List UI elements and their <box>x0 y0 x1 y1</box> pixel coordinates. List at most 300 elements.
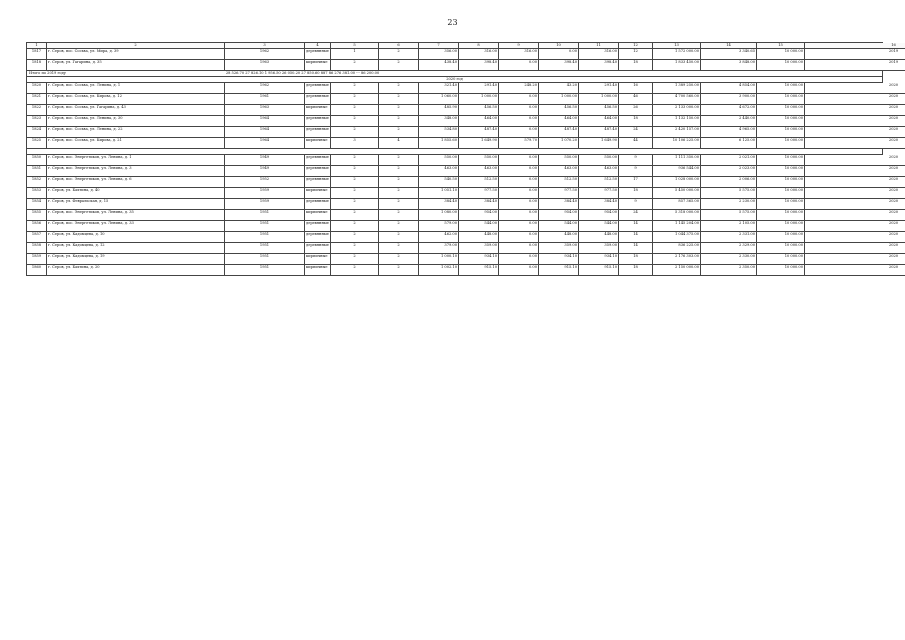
private-area-cell: 0.00 <box>499 127 539 138</box>
cost-per-sqm-cell: 2 330.00 <box>701 254 757 265</box>
municipal-area-cell: 512.50 <box>539 177 579 188</box>
total-area-cell: 485.90 <box>419 105 459 116</box>
wall-material-cell: кирпичные <box>305 188 331 199</box>
max-cost-per-sqm-cell: 10 000.00 <box>757 166 805 177</box>
private-area-cell: 0.00 <box>499 199 539 210</box>
wall-material-cell: деревянные <box>305 243 331 254</box>
repair-cost-cell: 2 133 000.00 <box>653 105 701 116</box>
cost-per-sqm-cell: 6 125.00 <box>701 138 757 149</box>
column-number-cell: 10 <box>539 43 579 49</box>
entrances-cell: 4 <box>379 138 419 149</box>
repair-year-cell: 2020 <box>805 94 905 105</box>
repair-year-cell: 2020 <box>805 127 905 138</box>
residents-area-cell: 398.40 <box>579 60 619 71</box>
residents-count-cell: 17 <box>619 177 653 188</box>
repair-year-cell: 2020 <box>805 138 905 149</box>
cost-per-sqm-cell: 2 350.00 <box>701 265 757 276</box>
address-cell: г. Серов, ул. Бахтина, д. 40 <box>47 188 225 199</box>
construction-year-cell: 1949 <box>225 155 305 166</box>
repair-year-cell: 2020 <box>805 210 905 221</box>
max-cost-per-sqm-cell: 10 000.00 <box>757 83 805 94</box>
address-cell: г. Серов, ул. Кадомцева, д. 12 <box>47 243 225 254</box>
repair-cost-cell: 1 145 204.00 <box>653 221 701 232</box>
municipal-area-cell: 359.00 <box>539 243 579 254</box>
residents-count-cell: 14 <box>619 243 653 254</box>
floors-cell: 2 <box>331 243 379 254</box>
wall-material-cell: кирпичные <box>305 254 331 265</box>
residents-area-cell: 915.10 <box>579 265 619 276</box>
address-cell: г. Серов, пос. Сосьва, ул. Ленина, д. 1 <box>47 83 225 94</box>
address-cell: г. Серов, пос. Сосьва, ул. Ленина, д. 30 <box>47 116 225 127</box>
repair-cost-cell: 1 028 000.00 <box>653 177 701 188</box>
private-area-cell: 0.00 <box>499 265 539 276</box>
column-number-cell: 2 <box>47 43 225 49</box>
repair-year-cell: 2020 <box>805 188 905 199</box>
wall-material-cell: кирпичные <box>305 60 331 71</box>
total-area-cell: 438.40 <box>419 60 459 71</box>
residents-area-cell: 1 000.00 <box>579 94 619 105</box>
municipal-area-cell: 544.00 <box>539 221 579 232</box>
column-number-cell: 12 <box>619 43 653 49</box>
municipal-area-cell: 0.00 <box>539 49 579 60</box>
span-row-label: 2020 год <box>446 77 463 82</box>
residents-count-cell: 24 <box>619 127 653 138</box>
residents-area-cell: 977.50 <box>579 188 619 199</box>
address-cell: г. Серов, пос. Энергетиков, ул. Ленина, д. 6 <box>47 177 225 188</box>
residents-count-cell: 18 <box>619 188 653 199</box>
entrances-cell: 2 <box>379 199 419 210</box>
row-number-cell: 1859 <box>27 254 47 265</box>
residents-count-cell: 12 <box>619 49 653 60</box>
entrances-cell: 2 <box>379 177 419 188</box>
private-area-cell: 0.00 <box>499 60 539 71</box>
column-number-cell: 16 <box>805 43 905 49</box>
wall-material-cell: деревянные <box>305 94 331 105</box>
repair-cost-cell: 10 106 225.00 <box>653 138 701 149</box>
repair-cost-cell: 2 150 000.00 <box>653 265 701 276</box>
cost-per-sqm-cell: 2 105.00 <box>701 221 757 232</box>
repair-cost-cell: 2 176 303.00 <box>653 254 701 265</box>
total-area-cell: 1 855.60 <box>419 138 459 149</box>
floors-cell: 2 <box>331 155 379 166</box>
max-cost-per-sqm-cell: 10 000.00 <box>757 210 805 221</box>
max-cost-per-sqm-cell: 10 000.00 <box>757 60 805 71</box>
total-area-cell: 579.00 <box>419 221 459 232</box>
municipal-area-cell: 915.10 <box>539 265 579 276</box>
max-cost-per-sqm-cell: 10 000.00 <box>757 94 805 105</box>
repair-year-cell: 2020 <box>805 177 905 188</box>
column-number-cell: 9 <box>499 43 539 49</box>
residents-count-cell: 18 <box>619 265 653 276</box>
cost-per-sqm-cell: 2 331.00 <box>701 232 757 243</box>
wall-material-cell: деревянные <box>305 127 331 138</box>
repair-cost-cell: 5 318 000.00 <box>653 210 701 221</box>
municipal-area-cell: 487.40 <box>539 127 579 138</box>
floors-cell: 2 <box>331 232 379 243</box>
repair-cost-cell: 1 044 375.00 <box>653 232 701 243</box>
construction-year-cell: 1959 <box>225 199 305 210</box>
residents-area-cell: 544.00 <box>579 221 619 232</box>
construction-year-cell: 1959 <box>225 188 305 199</box>
floors-cell: 2 <box>331 60 379 71</box>
table-row <box>27 199 899 210</box>
entrances-cell: 2 <box>379 210 419 221</box>
total-area-cell: 348.00 <box>419 116 459 127</box>
floors-cell: 3 <box>331 138 379 149</box>
municipal-area-cell: 954.00 <box>539 210 579 221</box>
living-area-cell: 934.10 <box>459 254 499 265</box>
construction-year-cell: 1961 <box>225 94 305 105</box>
repair-year-cell: 2020 <box>805 265 905 276</box>
table-row <box>27 188 899 199</box>
residents-count-cell: 9 <box>619 166 653 177</box>
column-number-cell: 6 <box>379 43 419 49</box>
entrances-cell: 2 <box>379 83 419 94</box>
table-row <box>27 94 899 105</box>
row-number-cell: 1853 <box>27 188 47 199</box>
construction-year-cell: 1951 <box>225 265 305 276</box>
span-row-label: Итого по 2019 году <box>29 71 66 76</box>
wall-material-cell: кирпичные <box>305 105 331 116</box>
residents-count-cell: 18 <box>619 60 653 71</box>
max-cost-per-sqm-cell: 10 000.00 <box>757 232 805 243</box>
table-row <box>27 210 899 221</box>
cost-per-sqm-cell: 4 965.00 <box>701 127 757 138</box>
floors-cell: 2 <box>331 199 379 210</box>
wall-material-cell: деревянные <box>305 177 331 188</box>
cost-per-sqm-cell: 5 575.00 <box>701 188 757 199</box>
table-row <box>27 105 899 116</box>
span-row-values: 28 526.70 27 826.10 1 956.50 26 050.20 27 850.60 887 86 276 381.00 --- 86 200.00 <box>225 71 380 76</box>
repair-cost-cell: 936 544.00 <box>653 166 701 177</box>
private-area-cell: 0.00 <box>499 177 539 188</box>
table-row <box>27 155 899 166</box>
residents-area-cell: 487.40 <box>579 127 619 138</box>
municipal-area-cell: 463.00 <box>539 166 579 177</box>
residents-area-cell: 448.00 <box>579 232 619 243</box>
private-area-cell: 248.20 <box>499 83 539 94</box>
wall-material-cell: деревянные <box>305 83 331 94</box>
construction-year-cell: 1951 <box>225 210 305 221</box>
total-area-cell: 321.40 <box>419 83 459 94</box>
repair-cost-cell: 4 700 560.00 <box>653 94 701 105</box>
residents-area-cell: 463.00 <box>579 166 619 177</box>
entrances-cell: 2 <box>379 188 419 199</box>
residents-count-cell: 14 <box>619 232 653 243</box>
wall-material-cell: деревянные <box>305 116 331 127</box>
floors-cell: 2 <box>331 166 379 177</box>
municipal-area-cell: 934.10 <box>539 254 579 265</box>
total-area-cell: 540.50 <box>419 177 459 188</box>
wall-material-cell: деревянные <box>305 221 331 232</box>
housing-table <box>26 42 899 276</box>
row-number-cell: 1825 <box>27 138 47 149</box>
table-row <box>27 116 899 127</box>
column-number-cell: 1 <box>27 43 47 49</box>
address-cell: г. Серов, пос. Сосьва, ул. Гагарина, д. 43 <box>47 105 225 116</box>
entrances-cell: 2 <box>379 166 419 177</box>
column-number-cell: 8 <box>459 43 499 49</box>
address-cell: г. Серов, пос. Сосьва, ул. Ленина, д. 22 <box>47 127 225 138</box>
table-row <box>27 60 899 71</box>
row-number-cell: 1822 <box>27 105 47 116</box>
row-number-cell: 1854 <box>27 199 47 210</box>
repair-cost-cell: 1 111 350.00 <box>653 155 701 166</box>
private-area-cell: 316.00 <box>499 49 539 60</box>
max-cost-per-sqm-cell: 10 000.00 <box>757 105 805 116</box>
entrances-cell: 2 <box>379 265 419 276</box>
construction-year-cell: 1963 <box>225 60 305 71</box>
municipal-area-cell: 43.20 <box>539 83 579 94</box>
private-area-cell: 0.00 <box>499 221 539 232</box>
living-area-cell: 456.50 <box>459 105 499 116</box>
cost-per-sqm-cell: 5 575.00 <box>701 210 757 221</box>
residents-area-cell: 456.50 <box>579 105 619 116</box>
cost-per-sqm-cell: 2 329.00 <box>701 243 757 254</box>
repair-year-cell: 2020 <box>805 155 905 166</box>
floors-cell: 2 <box>331 94 379 105</box>
living-area-cell: 384.40 <box>459 199 499 210</box>
repair-year-cell: 2020 <box>805 105 905 116</box>
municipal-area-cell: 550.00 <box>539 155 579 166</box>
repair-year-cell: 2020 <box>805 243 905 254</box>
construction-year-cell: 1962 <box>225 49 305 60</box>
floors-cell: 2 <box>331 265 379 276</box>
total-area-cell: 356.00 <box>419 49 459 60</box>
wall-material-cell: кирпичные <box>305 265 331 276</box>
construction-year-cell: 1951 <box>225 254 305 265</box>
residents-area-cell: 316.00 <box>579 49 619 60</box>
residents-area-cell: 384.40 <box>579 199 619 210</box>
municipal-area-cell: 398.40 <box>539 60 579 71</box>
entrances-cell: 2 <box>379 116 419 127</box>
cost-per-sqm-cell: 4 672.00 <box>701 105 757 116</box>
living-area-cell: 464.00 <box>459 116 499 127</box>
table-row <box>27 127 899 138</box>
address-cell: г. Серов, ул. Февральская, д. 15 <box>47 199 225 210</box>
private-area-cell: 0.00 <box>499 105 539 116</box>
wall-material-cell: кирпичные <box>305 138 331 149</box>
table-row <box>27 177 899 188</box>
total-area-cell: 379.00 <box>419 243 459 254</box>
table-row <box>27 83 899 94</box>
address-cell: г. Серов, пос. Энергетиков, ул. Ленина, д. 1 <box>47 155 225 166</box>
max-cost-per-sqm-cell: 10 000.00 <box>757 221 805 232</box>
max-cost-per-sqm-cell: 10 000.00 <box>757 265 805 276</box>
construction-year-cell: 1964 <box>225 127 305 138</box>
living-area-cell: 291.40 <box>459 83 499 94</box>
row-number-cell: 1818 <box>27 60 47 71</box>
address-cell: г. Серов, пос. Сосьва, ул. Кирова, д. 21 <box>47 138 225 149</box>
max-cost-per-sqm-cell: 10 000.00 <box>757 116 805 127</box>
row-number-cell: 1851 <box>27 166 47 177</box>
entrances-cell: 2 <box>379 60 419 71</box>
living-area-cell: 359.00 <box>459 243 499 254</box>
repair-cost-cell: 1 389 250.00 <box>653 83 701 94</box>
residents-area-cell: 1 649.90 <box>579 138 619 149</box>
living-area-cell: 915.10 <box>459 265 499 276</box>
total-area-cell: 1 002.10 <box>419 265 459 276</box>
table-row <box>27 138 899 149</box>
max-cost-per-sqm-cell: 10 000.00 <box>757 127 805 138</box>
construction-year-cell: 1951 <box>225 243 305 254</box>
repair-cost-cell: 2 420 157.00 <box>653 127 701 138</box>
address-cell: г. Серов, пос. Энергетиков, ул. Ленина, д. 3 <box>47 166 225 177</box>
table-row <box>27 243 899 254</box>
column-number-cell: 3 <box>225 43 305 49</box>
municipal-area-cell: 977.50 <box>539 188 579 199</box>
column-number-cell: 14 <box>701 43 757 49</box>
repair-cost-cell: 1 572 000.00 <box>653 49 701 60</box>
residents-count-cell: 46 <box>619 94 653 105</box>
total-area-cell: 1 000.10 <box>419 254 459 265</box>
column-number-cell: 7 <box>419 43 459 49</box>
repair-year-cell: 2020 <box>805 254 905 265</box>
address-cell: г. Серов, пос. Энергетиков, ул. Ленина, д. 35 <box>47 210 225 221</box>
repair-year-cell: 2020 <box>805 83 905 94</box>
municipal-area-cell: 1 000.00 <box>539 94 579 105</box>
floors-cell: 1 <box>331 49 379 60</box>
repair-cost-cell: 1 132 150.00 <box>653 116 701 127</box>
row-number-cell: 1820 <box>27 83 47 94</box>
private-area-cell: 579.70 <box>499 138 539 149</box>
private-area-cell: 0.00 <box>499 166 539 177</box>
living-area-cell: 512.50 <box>459 177 499 188</box>
table-row <box>27 166 899 177</box>
residents-area-cell: 934.10 <box>579 254 619 265</box>
max-cost-per-sqm-cell: 10 000.00 <box>757 199 805 210</box>
floors-cell: 2 <box>331 221 379 232</box>
row-number-cell: 1856 <box>27 221 47 232</box>
max-cost-per-sqm-cell: 10 000.00 <box>757 254 805 265</box>
column-number-cell: 13 <box>653 43 701 49</box>
entrances-cell: 2 <box>379 94 419 105</box>
living-area-cell: 316.00 <box>459 49 499 60</box>
municipal-area-cell: 456.50 <box>539 105 579 116</box>
row-number-cell: 1823 <box>27 116 47 127</box>
repair-year-cell: 2019 <box>805 49 905 60</box>
total-area-cell: 463.00 <box>419 166 459 177</box>
table-row <box>27 254 899 265</box>
residents-count-cell: 16 <box>619 83 653 94</box>
living-area-cell: 463.00 <box>459 166 499 177</box>
floors-cell: 2 <box>331 116 379 127</box>
cost-per-sqm-cell: 3 848.00 <box>701 60 757 71</box>
repair-year-cell: 2020 <box>805 221 905 232</box>
residents-count-cell: 24 <box>619 210 653 221</box>
cost-per-sqm-cell: 2 023.00 <box>701 166 757 177</box>
entrances-cell: 2 <box>379 105 419 116</box>
row-number-cell: 1858 <box>27 243 47 254</box>
construction-year-cell: 1962 <box>225 83 305 94</box>
private-area-cell: 0.00 <box>499 254 539 265</box>
living-area-cell: 487.40 <box>459 127 499 138</box>
cost-per-sqm-cell: 4 854.00 <box>701 83 757 94</box>
max-cost-per-sqm-cell: 10 000.00 <box>757 49 805 60</box>
floors-cell: 2 <box>331 127 379 138</box>
residents-area-cell: 359.00 <box>579 243 619 254</box>
wall-material-cell: кирпичные <box>305 210 331 221</box>
living-area-cell: 954.00 <box>459 210 499 221</box>
entrances-cell: 2 <box>379 232 419 243</box>
address-cell: г. Серов, пос. Энергетиков, ул. Ленина, д. 33 <box>47 221 225 232</box>
table-row <box>27 232 899 243</box>
residents-area-cell: 291.40 <box>579 83 619 94</box>
cost-per-sqm-cell: 2 440.00 <box>701 116 757 127</box>
row-number-cell: 1860 <box>27 265 47 276</box>
repair-year-cell: 2020 <box>805 166 905 177</box>
column-number-cell: 15 <box>757 43 805 49</box>
living-area-cell: 550.00 <box>459 155 499 166</box>
max-cost-per-sqm-cell: 10 000.00 <box>757 177 805 188</box>
living-area-cell: 977.50 <box>459 188 499 199</box>
row-number-cell: 1855 <box>27 210 47 221</box>
construction-year-cell: 1963 <box>225 105 305 116</box>
page-number: 23 <box>447 18 458 27</box>
construction-year-cell: 1964 <box>225 116 305 127</box>
repair-cost-cell: 1 833 450.00 <box>653 60 701 71</box>
entrances-cell: 2 <box>379 221 419 232</box>
address-cell: г. Серов, ул. Кадомцева, д. 10 <box>47 232 225 243</box>
repair-year-cell: 2019 <box>805 60 905 71</box>
residents-count-cell: 26 <box>619 105 653 116</box>
floors-cell: 2 <box>331 188 379 199</box>
municipal-area-cell: 1 070.20 <box>539 138 579 149</box>
address-cell: г. Серов, ул. Кадомцева, д. 19 <box>47 254 225 265</box>
wall-material-cell: деревянные <box>305 166 331 177</box>
column-number-cell: 11 <box>579 43 619 49</box>
row-number-cell: 1817 <box>27 49 47 60</box>
max-cost-per-sqm-cell: 10 000.00 <box>757 243 805 254</box>
row-number-cell: 1824 <box>27 127 47 138</box>
construction-year-cell: 1951 <box>225 232 305 243</box>
construction-year-cell: 1952 <box>225 177 305 188</box>
residents-count-cell: 18 <box>619 116 653 127</box>
max-cost-per-sqm-cell: 10 000.00 <box>757 138 805 149</box>
living-area-cell: 448.00 <box>459 232 499 243</box>
municipal-area-cell: 448.00 <box>539 232 579 243</box>
construction-year-cell: 1949 <box>225 166 305 177</box>
living-area-cell: 398.40 <box>459 60 499 71</box>
residents-count-cell: 44 <box>619 138 653 149</box>
column-number-cell: 5 <box>331 43 379 49</box>
entrances-cell: 2 <box>379 49 419 60</box>
wall-material-cell: деревянные <box>305 49 331 60</box>
cost-per-sqm-cell: 3 900.00 <box>701 94 757 105</box>
address-cell: г. Серов, пос. Сосьва, ул. Кирова, д. 12 <box>47 94 225 105</box>
total-area-cell: 462.00 <box>419 232 459 243</box>
row-number-cell: 1857 <box>27 232 47 243</box>
repair-year-cell: 2020 <box>805 232 905 243</box>
wall-material-cell: деревянные <box>305 232 331 243</box>
entrances-cell: 2 <box>379 127 419 138</box>
repair-cost-cell: 5 450 000.00 <box>653 188 701 199</box>
address-cell: г. Серов, ул. Бахтина, д. 20 <box>47 265 225 276</box>
residents-count-cell: 14 <box>619 221 653 232</box>
private-area-cell: 0.00 <box>499 155 539 166</box>
living-area-cell: 1 649.90 <box>459 138 499 149</box>
municipal-area-cell: 464.00 <box>539 116 579 127</box>
wall-material-cell: деревянные <box>305 155 331 166</box>
cost-per-sqm-cell: 2 021.00 <box>701 155 757 166</box>
address-cell: г. Серов, ул. Гагарина, д. 35 <box>47 60 225 71</box>
max-cost-per-sqm-cell: 10 000.00 <box>757 188 805 199</box>
total-area-cell: 534.80 <box>419 127 459 138</box>
table-row <box>27 49 899 60</box>
residents-area-cell: 550.00 <box>579 155 619 166</box>
residents-count-cell: 9 <box>619 155 653 166</box>
cost-per-sqm-cell: 3 340.65 <box>701 49 757 60</box>
